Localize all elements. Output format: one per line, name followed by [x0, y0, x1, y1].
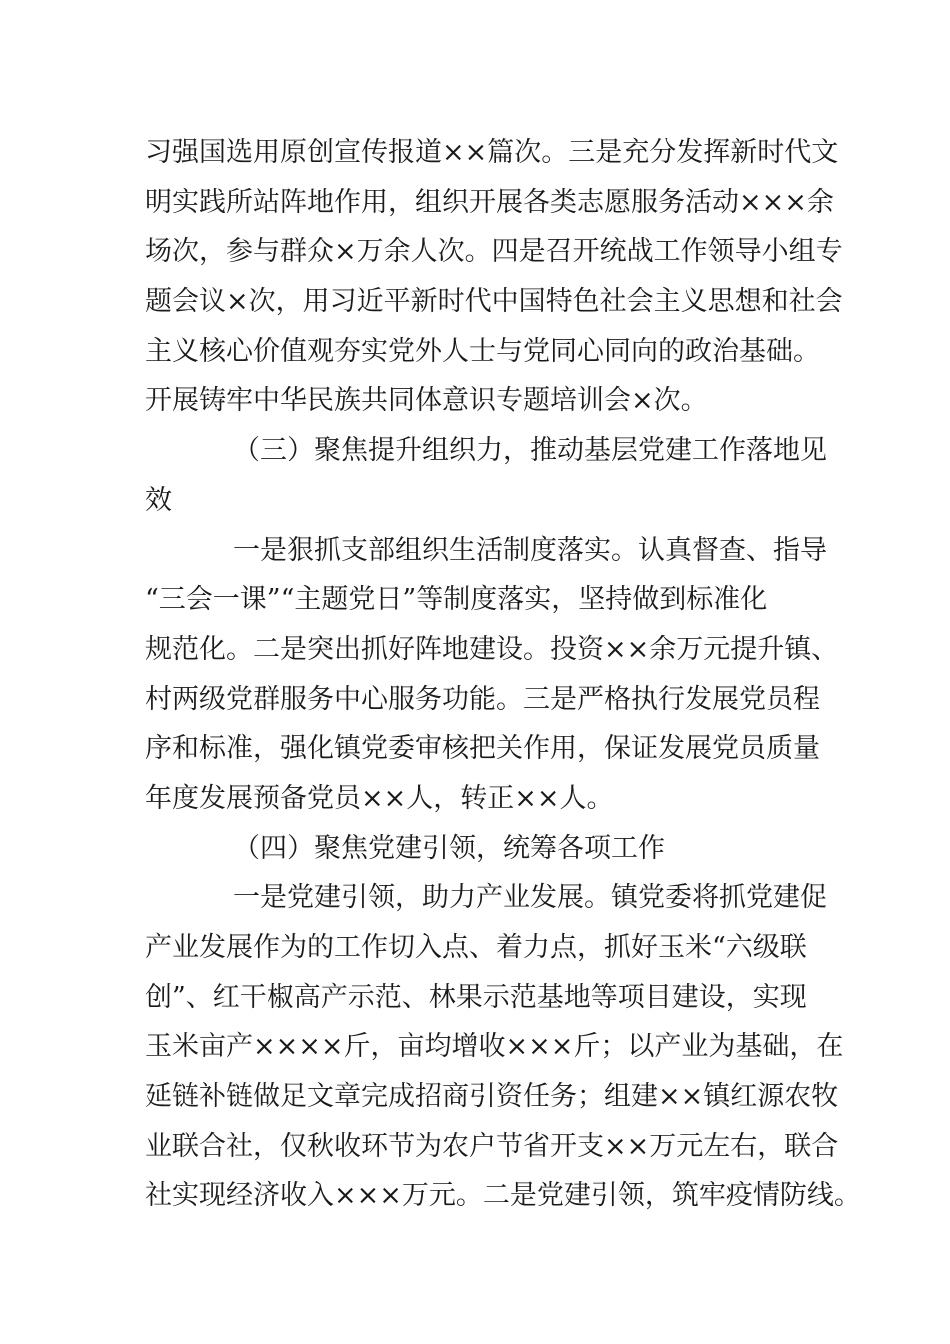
body-line: 村两级党群服务中心服务功能。三是严格执行发展党员程 — [145, 683, 820, 715]
body-line: 开展铸牢中华民族共同体意识专题培训会×次。 — [145, 385, 708, 417]
body-line: 习强国选用原创宣传报道××篇次。三是充分发挥新时代文 — [145, 137, 839, 168]
body-line: 社实现经济收入×××万元。二是党建引领，筑牢疫情防线。 — [145, 1180, 861, 1212]
body-line: “三会一课”“主题党日”等制度落实，坚持做到标准化 — [145, 584, 768, 616]
body-line: 主义核心价值观夯实党外人士与党同心同向的政治基础。 — [145, 335, 820, 367]
document-body — [145, 128, 861, 1221]
body-line: 场次，参与群众×万余人次。四是召开统战工作领导小组专 — [145, 236, 843, 268]
body-line: 创”、红干椒高产示范、林果示范基地等项目建设，实现 — [145, 981, 807, 1013]
body-line: 业联合社，仅秋收环节为农户节省开支××万元左右，联合 — [145, 1130, 839, 1162]
section-heading-3-continued: 效 — [145, 484, 172, 516]
paragraph-start: 一是狠抓支部组织生活制度落实。认真督查、指导 — [233, 534, 827, 566]
section-heading-3: （三）聚焦提升组织力，推动基层党建工作落地见 — [233, 435, 827, 467]
body-line: 明实践所站阵地作用，组织开展各类志愿服务活动×××余 — [145, 186, 834, 218]
body-line: 玉米亩产××××斤，亩均增收×××斤；以产业为基础，在 — [145, 1031, 844, 1063]
body-line: 年度发展预备党员××人，转正××人。 — [145, 782, 614, 814]
section-heading-4: （四）聚焦党建引领，统筹各项工作 — [233, 832, 665, 864]
paragraph-start: 一是党建引领，助力产业发展。镇党委将抓党建促 — [233, 882, 827, 914]
body-line: 序和标准，强化镇党委审核把关作用，保证发展党员质量 — [145, 733, 820, 765]
body-line: 产业发展作为的工作切入点、着力点，抓好玉米“六级联 — [145, 932, 807, 963]
body-line: 规范化。二是突出抓好阵地建设。投资××余万元提升镇、 — [145, 633, 839, 665]
body-line: 延链补链做足文章完成招商引资任务；组建××镇红源农牧 — [145, 1081, 839, 1113]
body-line: 题会议×次，用习近平新时代中国特色社会主义思想和社会 — [145, 286, 843, 318]
